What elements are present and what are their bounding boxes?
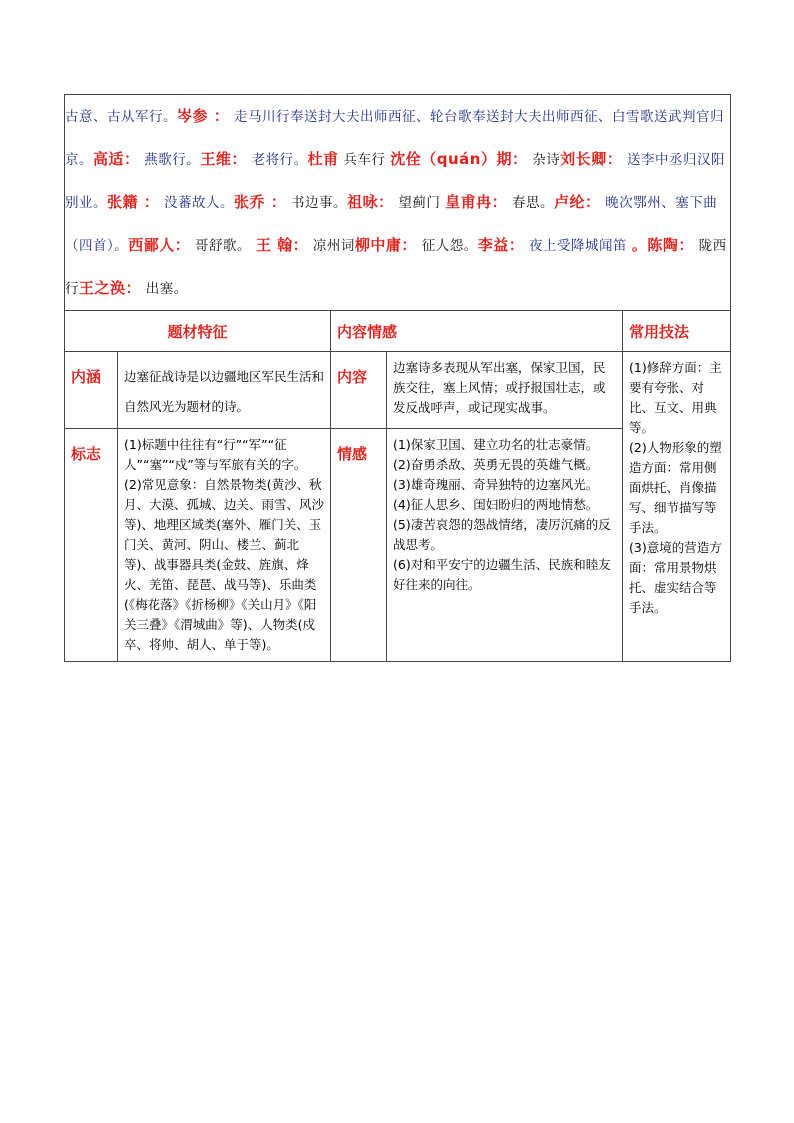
poem-titles: 夜上受降城闻笛 bbox=[524, 238, 632, 254]
header-row bbox=[65, 311, 731, 352]
poet-name: 张乔 ： bbox=[234, 193, 287, 211]
text-emotion bbox=[387, 429, 623, 662]
poet-name: 李益： bbox=[477, 236, 525, 254]
poet-list-text bbox=[65, 95, 730, 310]
header-theme-label: 题材特征 bbox=[167, 322, 228, 341]
poet-name: 王 翰： bbox=[255, 236, 309, 254]
poem-titles: 老将行。 bbox=[246, 152, 308, 168]
label-emotion: 情感 bbox=[331, 429, 387, 662]
header-technique-label: 常用技法 bbox=[629, 322, 690, 341]
emotion-item-5: (5)凄苦哀怨的怨战情绪，凄厉沉痛的反战思考。 bbox=[393, 517, 611, 552]
header-content-label: 内容情感 bbox=[337, 322, 398, 341]
text-connotation: 边塞征战诗是以边疆地区军民生活和自然风光为题材的诗。 bbox=[118, 352, 331, 429]
poet-name: 刘长卿： bbox=[560, 150, 623, 168]
poem-titles: 陇西行 bbox=[65, 238, 727, 297]
emotion-item-2: (2)奋勇杀敌、英勇无畏的英雄气概。 bbox=[393, 457, 599, 472]
poem-titles: 走马川行奉送封大夫出师西征、轮台歌奉送封大夫出师西征、白雪歌送武判官归京。 bbox=[65, 109, 725, 168]
poet-name: 。陈陶： bbox=[631, 236, 694, 254]
header-technique bbox=[623, 311, 731, 352]
poem-titles: 书边事。 bbox=[286, 195, 348, 211]
poetry-table bbox=[64, 94, 731, 662]
emotion-item-1: (1)保家卫国、建立功名的壮志豪情。 bbox=[393, 437, 599, 452]
label-connotation: 内涵 bbox=[65, 352, 118, 429]
emotion-item-3: (3)雄奇瑰丽、奇异独特的边塞风光。 bbox=[393, 477, 599, 492]
poem-titles: 燕歌行。 bbox=[139, 152, 201, 168]
technique-item-2: (2)人物形象的塑造方面：常用侧面烘托、肖像描写、细节描写等手法。 bbox=[629, 440, 722, 535]
text-content: 边塞诗多表现从军出塞，保家卫国，民族交往，塞上风情；或抒报国壮志，或发反战呼声，或记现实战事。 bbox=[387, 352, 623, 429]
poem-titles: 望蓟门 bbox=[393, 195, 446, 211]
poem-titles: 凉州词 bbox=[308, 238, 355, 254]
poet-name: 高适： bbox=[93, 150, 140, 168]
emotion-item-6: (6)对和平安宁的边疆生活、民族和睦友好往来的向往。 bbox=[393, 557, 611, 592]
poem-titles: 哥舒歌。 bbox=[190, 238, 256, 254]
marker-item-1: (1)标题中往往有“行”“军”“征人”“塞”“戍”等与军旅有关的字。 bbox=[124, 437, 307, 472]
poet-name: 张籍 ： bbox=[107, 193, 160, 211]
poem-titles: 征人怨。 bbox=[416, 238, 478, 254]
poem-titles: 兵车行 bbox=[338, 152, 391, 168]
poem-titles: 晚次鄂州、塞下曲（四首）。 bbox=[65, 195, 718, 254]
poem-titles: 春思。 bbox=[507, 195, 554, 211]
poem-titles: 古意、古从军行。 bbox=[65, 109, 177, 125]
poem-titles: 没蕃故人。 bbox=[159, 195, 235, 211]
poet-name: 沈佺（quán）期： bbox=[390, 150, 528, 168]
label-content: 内容 bbox=[331, 352, 387, 429]
poet-name: 王维： bbox=[200, 150, 247, 168]
poet-name: 西鄙人： bbox=[128, 236, 191, 254]
poet-name: 皇甫冉： bbox=[445, 193, 508, 211]
poem-titles: 出塞。 bbox=[141, 281, 188, 297]
marker-item-2: (2)常见意象：自然景物类(黄沙、秋月、大漠、孤城、边关、雨雪、风沙等)、地理区域类(塞外、雁门关、玉门关、黄河、阴山、楼兰、蓟北等)、战事器具类(金鼓、旌旗、烽火、羌笛、琵琶、战马等)、乐曲类(《梅花落》《折杨柳》《关山月》《阳关三叠》《渭城曲》等)、人物类(戍卒、将帅、胡人、单于等)。 bbox=[124, 477, 325, 652]
poet-name: 卢纶： bbox=[553, 193, 601, 211]
poet-name: 祖咏： bbox=[347, 193, 394, 211]
text-markers bbox=[118, 429, 331, 662]
header-content bbox=[331, 311, 623, 352]
poem-titles: 送李中丞归汉阳别业。 bbox=[65, 152, 726, 211]
row-connotation bbox=[65, 352, 731, 429]
header-theme bbox=[65, 311, 331, 352]
poet-name: 杜甫 bbox=[307, 150, 339, 168]
technique-item-3: (3)意境的营造方面：常用景物烘托、虚实结合等手法。 bbox=[629, 540, 722, 615]
emotion-item-4: (4)征人思乡、闺妇盼归的两地情愁。 bbox=[393, 497, 599, 512]
label-markers: 标志 bbox=[65, 429, 118, 662]
poem-titles: 杂诗 bbox=[527, 152, 561, 168]
technique-cell bbox=[623, 352, 731, 662]
poet-list-cell bbox=[65, 95, 731, 311]
poet-name: 王之涣： bbox=[79, 279, 142, 297]
poet-name: 柳中庸： bbox=[354, 236, 417, 254]
poet-name: 岑参 ： bbox=[177, 107, 230, 125]
technique-item-1: (1)修辞方面：主要有夸张、对比、互文、用典等。 bbox=[629, 360, 722, 435]
